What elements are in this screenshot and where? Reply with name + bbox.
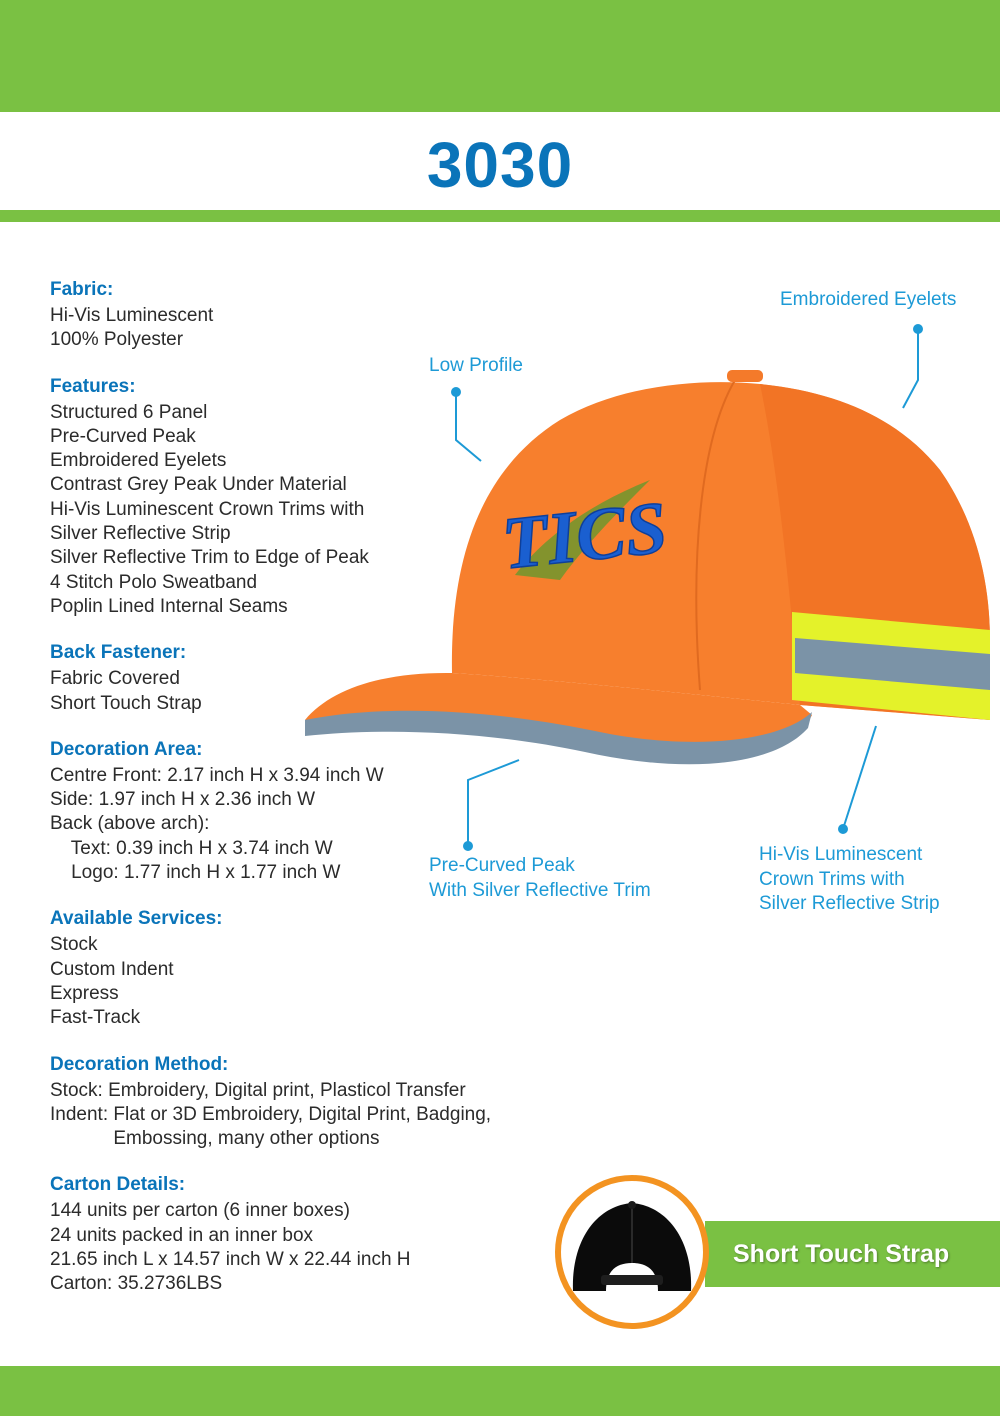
callout-line: Pre-Curved Peak: [429, 855, 575, 876]
cap-back-button: [628, 1201, 636, 1209]
line-1: Pre-Curved Peak: [50, 425, 196, 447]
crown-trims-dot: [839, 825, 847, 833]
section-title: Decoration Method:: [50, 1053, 229, 1075]
line-2: 21.65 inch L x 14.57 inch W x 22.44 inch H: [50, 1249, 411, 1271]
callout-low-profile: [429, 354, 523, 379]
line-1: Side: 1.97 inch H x 2.36 inch W: [50, 789, 316, 811]
line-0: Hi-Vis Luminescent: [50, 305, 214, 326]
line-0: Stock: Embroidery, Digital print, Plasticol Transfer: [50, 1079, 466, 1101]
top-green-band: [0, 0, 1000, 112]
callout-line: Crown Trims with: [759, 868, 905, 890]
strap-detail-circle: [555, 1175, 709, 1329]
line-2: Express: [50, 982, 119, 1004]
line-1: Short Touch Strap: [50, 692, 202, 714]
line-1: 100% Polyester: [50, 329, 184, 351]
product-code: 3030: [426, 129, 574, 201]
section-available-services: [50, 907, 570, 1030]
cap-button: [727, 370, 763, 382]
line-5: Silver Reflective Strip: [50, 523, 231, 545]
section-title: Fabric:: [50, 279, 114, 300]
cap-back-image: [561, 1181, 703, 1323]
section-title: Back Fastener:: [50, 642, 187, 664]
callout-embroidered-eyelets: [780, 288, 956, 313]
line-0: 144 units per carton (6 inner boxes): [50, 1200, 350, 1222]
line-3: Carton: 35.2736LBS: [50, 1273, 223, 1295]
line-1: 24 units packed in an inner box: [50, 1224, 314, 1246]
section-title: Features:: [50, 375, 136, 397]
callout-line: Embroidered Eyelets: [780, 289, 957, 310]
touch-strap: [601, 1275, 663, 1285]
callout-line: Silver Reflective Strip: [759, 893, 940, 914]
line-0: Stock: [50, 934, 98, 956]
eyelets-dot: [914, 325, 922, 333]
line-4: Hi-Vis Luminescent Crown Trims with: [50, 498, 365, 520]
line-2: Embroidered Eyelets: [50, 450, 227, 472]
bottom-green-band: [0, 1366, 1000, 1416]
cap-logo: TICS: [498, 486, 671, 586]
section-title: Carton Details:: [50, 1174, 186, 1196]
line-3: Text: 0.39 inch H x 3.74 inch W: [50, 837, 333, 859]
line-3: Contrast Grey Peak Under Material: [50, 474, 347, 496]
short-touch-strap-banner: Short Touch Strap: [705, 1221, 1000, 1287]
line-4: Logo: 1.77 inch H x 1.77 inch W: [50, 862, 341, 884]
section-title: Decoration Area:: [50, 738, 203, 760]
header-divider: [0, 210, 1000, 222]
cap-illustration: [290, 350, 1000, 790]
callout-crown-trims: [759, 843, 940, 917]
line-0: Structured 6 Panel: [50, 401, 208, 423]
line-2: Embossing, many other options: [50, 1128, 380, 1150]
callout-line: Hi-Vis Luminescent: [759, 844, 923, 865]
line-0: Fabric Covered: [50, 668, 180, 690]
callout-line: Low Profile: [429, 355, 523, 376]
callout-pre-curved-peak: [429, 854, 651, 903]
line-2: Back (above arch):: [50, 813, 210, 835]
line-0: Centre Front: 2.17 inch H x 3.94 inch W: [50, 764, 384, 786]
line-8: Poplin Lined Internal Seams: [50, 595, 288, 617]
section-carton-details: [50, 1173, 570, 1296]
line-7: 4 Stitch Polo Sweatband: [50, 571, 258, 593]
section-fabric: [50, 278, 570, 353]
line-3: Fast-Track: [50, 1007, 141, 1029]
line-1: Custom Indent: [50, 958, 174, 980]
callout-line: With Silver Reflective Trim: [429, 879, 651, 901]
section-title: Available Services:: [50, 908, 223, 930]
line-1: Indent: Flat or 3D Embroidery, Digital Print, Badging,: [50, 1103, 492, 1125]
line-6: Silver Reflective Trim to Edge of Peak: [50, 547, 369, 569]
section-decoration-method: [50, 1053, 570, 1152]
